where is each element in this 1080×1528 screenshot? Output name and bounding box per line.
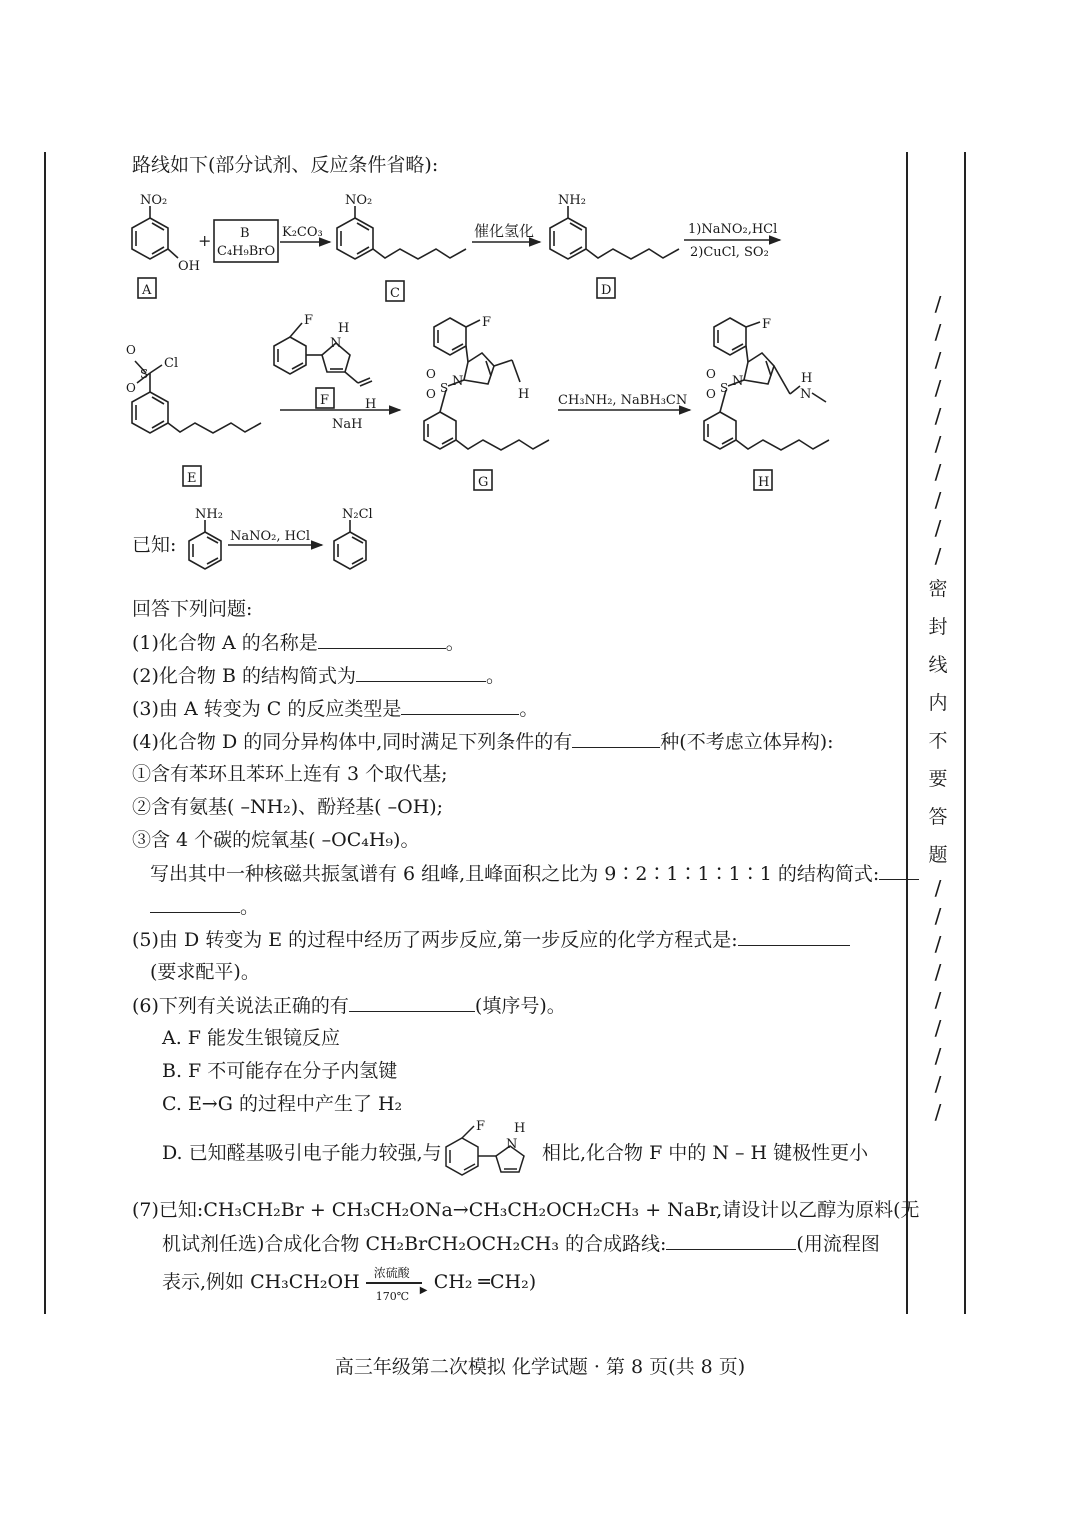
label-d: D bbox=[601, 283, 612, 298]
svg-text:S: S bbox=[140, 367, 149, 381]
question-7c: 表示,例如 CH₃CH₂OH 浓硫酸 ▶ 170℃ CH₂ ═CH₂) bbox=[162, 1266, 537, 1303]
label-h: H bbox=[758, 475, 770, 490]
seal-char: 题 bbox=[928, 844, 948, 866]
option-b: B. F 不可能存在分子内氢键 bbox=[162, 1060, 398, 1082]
question-7a: (7)已知:CH₃CH₂Br + CH₃CH₂ONa→CH₃CH₂OCH₂CH₃ + NaBr,请设计以乙醇为原料(无 bbox=[132, 1199, 920, 1221]
answer-blank-6[interactable] bbox=[349, 993, 475, 1012]
question-5b: (要求配平)。 bbox=[150, 961, 260, 983]
a-no2: NO₂ bbox=[140, 193, 168, 208]
ring-h-pyrrole bbox=[744, 353, 774, 384]
question-2: (2)化合物 B 的结构简式为 。 bbox=[132, 665, 505, 687]
page-footer: 高三年级第二次模拟 化学试题 · 第 8 页(共 8 页) bbox=[334, 1356, 746, 1378]
h-f: F bbox=[762, 317, 772, 332]
condition-2: ②含有氨基( –NH₂)、酚羟基( –OH); bbox=[132, 796, 444, 818]
question-4b: 写出其中一种核磁共振氢谱有 6 组峰,且峰面积之比为 9∶2∶1∶1∶1∶1 的结构简式: bbox=[150, 861, 919, 886]
label-c: C bbox=[390, 286, 400, 301]
known-reagent: NaNO₂, HCl bbox=[230, 529, 311, 544]
known-nh2: NH₂ bbox=[195, 507, 223, 522]
plus-sign: + bbox=[198, 231, 212, 250]
condition-3: ③含 4 个碳的烷氧基( –OC₄H₉)。 bbox=[132, 829, 420, 851]
question-3: (3)由 A 转变为 C 的反应类型是 。 bbox=[132, 698, 539, 720]
label-a: A bbox=[142, 283, 152, 298]
question-1: (1)化合物 A 的名称是 。 bbox=[132, 632, 465, 654]
step-gh: CH₃NH₂, NaBH₃CN bbox=[558, 393, 688, 408]
svg-text:O: O bbox=[706, 367, 716, 381]
g-f: F bbox=[482, 315, 492, 330]
seal-column: / / / / / / / / / / 密 封 线 内 不 要 答 题 / / / / / / / / / bbox=[928, 292, 948, 1124]
svg-text:O: O bbox=[426, 387, 436, 401]
svg-text:O: O bbox=[426, 367, 436, 381]
intro-text: 路线如下(部分试剂、反应条件省略): bbox=[132, 154, 439, 176]
b-name: B bbox=[240, 226, 250, 241]
d-nh2: NH₂ bbox=[558, 193, 586, 208]
option-d-f: F bbox=[476, 1119, 486, 1134]
catalytic-hydrogenation: 催化氢化 bbox=[474, 222, 535, 240]
option-d-h: H bbox=[514, 1121, 526, 1136]
svg-text:O: O bbox=[126, 343, 136, 357]
option-a: A. F 能发生银镜反应 bbox=[162, 1027, 341, 1049]
option-d-structure bbox=[436, 1118, 546, 1182]
questions-header: 回答下列问题: bbox=[132, 598, 253, 620]
f-n: N bbox=[330, 336, 342, 351]
seal-char: 密 bbox=[928, 578, 948, 600]
seal-char: 封 bbox=[928, 616, 948, 638]
f-h: H bbox=[365, 397, 377, 412]
a-oh: OH bbox=[178, 259, 200, 274]
answer-blank-3[interactable] bbox=[401, 696, 519, 715]
answer-blank-4[interactable] bbox=[572, 729, 660, 748]
answer-blank-4b-cont[interactable] bbox=[150, 894, 240, 913]
known-prefix: 已知: bbox=[132, 534, 177, 556]
nah: NaH bbox=[332, 417, 363, 432]
option-c: C. E→G 的过程中产生了 H₂ bbox=[162, 1093, 403, 1115]
ring-d bbox=[550, 218, 586, 259]
f-f: F bbox=[304, 313, 314, 328]
seal-char: 答 bbox=[928, 806, 948, 828]
ring-e bbox=[132, 392, 168, 433]
svg-text:O: O bbox=[126, 381, 136, 395]
seal-char: 不 bbox=[928, 730, 948, 752]
ring-g-pyrrole bbox=[464, 353, 494, 384]
question-4b-cont: 。 bbox=[150, 894, 259, 919]
seal-char: 内 bbox=[928, 692, 948, 714]
ring-c bbox=[337, 218, 373, 259]
svg-text:S: S bbox=[440, 381, 449, 395]
seal-char: 要 bbox=[928, 768, 948, 790]
h-n: N bbox=[732, 374, 744, 389]
g-n: N bbox=[452, 374, 464, 389]
question-4: (4)化合物 D 的同分异构体中,同时满足下列条件的有 种(不考虑立体异构): bbox=[132, 731, 834, 753]
synthesis-scheme bbox=[0, 0, 1080, 600]
seal-char: 线 bbox=[928, 654, 948, 676]
h-nh: N bbox=[800, 387, 812, 402]
option-d-part2: 相比,化合物 F 中的 N – H 键极性更小 bbox=[542, 1142, 869, 1164]
answer-blank-5[interactable] bbox=[738, 927, 850, 946]
question-5: (5)由 D 转变为 E 的过程中经历了两步反应,第一步反应的化学方程式是: bbox=[132, 927, 850, 952]
h-h: H bbox=[801, 371, 813, 386]
answer-blank-7[interactable] bbox=[666, 1231, 796, 1250]
option-d-n: N bbox=[506, 1137, 518, 1152]
k2co3: K₂CO₃ bbox=[282, 225, 323, 240]
label-f: F bbox=[320, 393, 330, 408]
question-6: (6)下列有关说法正确的有 (填序号)。 bbox=[132, 995, 566, 1017]
answer-blank-1[interactable] bbox=[318, 630, 446, 649]
step-de-1: 1)NaNO₂,HCl bbox=[688, 222, 778, 237]
svg-text:O: O bbox=[706, 387, 716, 401]
option-d-part1: D. 已知醛基吸引电子能力较强,与 bbox=[162, 1142, 442, 1164]
label-g: G bbox=[478, 475, 489, 490]
c-no2: NO₂ bbox=[345, 193, 373, 208]
e-cl: Cl bbox=[164, 356, 179, 371]
question-7b: 机试剂任选)合成化合物 CH₂BrCH₂OCH₂CH₃ 的合成路线: (用流程图 bbox=[162, 1233, 880, 1255]
condition-1: ①含有苯环且苯环上连有 3 个取代基; bbox=[132, 763, 448, 785]
g-h: H bbox=[518, 387, 530, 402]
condition-arrow: 浓硫酸 ▶ 170℃ bbox=[366, 1271, 428, 1295]
b-formula: C₄H₉BrO bbox=[217, 244, 276, 259]
answer-blank-2[interactable] bbox=[356, 663, 486, 682]
answer-blank-4b[interactable] bbox=[879, 861, 919, 880]
known-n2cl: N₂Cl bbox=[342, 507, 373, 522]
f-nh: H bbox=[338, 321, 350, 336]
step-de-2: 2)CuCl, SO₂ bbox=[690, 245, 769, 260]
label-e: E bbox=[187, 471, 197, 486]
ring-a bbox=[132, 218, 168, 259]
svg-text:S: S bbox=[720, 381, 729, 395]
